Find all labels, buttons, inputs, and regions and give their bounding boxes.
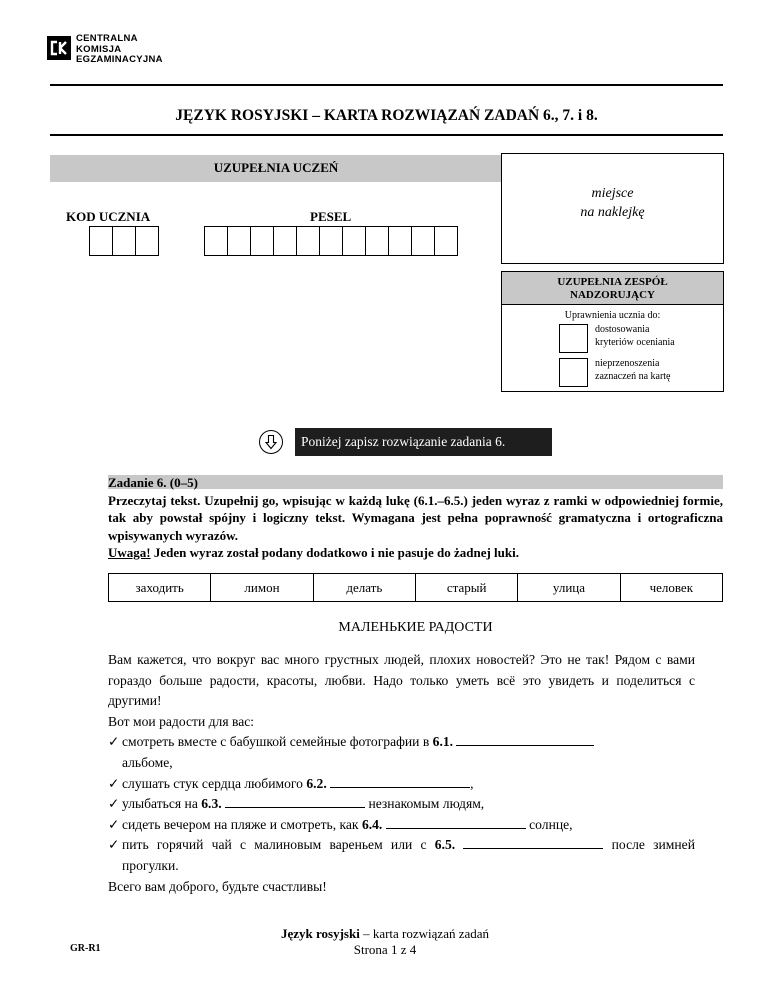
list-item-text [122, 774, 695, 795]
word-box [108, 573, 723, 602]
list-item-text [122, 732, 695, 773]
item-before: смотреть вместе с бабушкой семейные фотографии в [122, 734, 433, 750]
down-arrow-icon [259, 430, 283, 454]
student-code-boxes[interactable] [90, 226, 159, 256]
down-arrow-glyph [260, 431, 282, 453]
student-header-label: UZUPEŁNIA UCZEŃ [213, 160, 339, 175]
note-label: Uwaga! [108, 545, 151, 560]
permission-line: dostosowania [595, 324, 650, 335]
checkmark-icon: ✓ [108, 734, 120, 750]
pesel-digit-box[interactable] [342, 226, 366, 256]
gap-number: 6.3. [201, 796, 222, 812]
logo-text [76, 34, 163, 66]
permission-text [595, 324, 675, 353]
cke-logo [47, 34, 163, 66]
list-item [108, 732, 695, 773]
sticker-area [501, 153, 724, 264]
task-heading: Zadanie 6. (0–5) [108, 475, 198, 490]
gap-6-2-input[interactable] [330, 776, 470, 788]
pesel-label: PESEL [310, 209, 352, 224]
permission-checkbox[interactable] [559, 324, 588, 353]
sticker-line: miejsce [591, 186, 634, 201]
supervisor-header-line: UZUPEŁNIA ZESPÓŁ [557, 276, 668, 288]
word-option: заходить [135, 580, 184, 595]
pesel-digit-box[interactable] [365, 226, 389, 256]
cke-logo-icon [47, 36, 71, 60]
supervisor-header-line: NADZORUJĄCY [570, 289, 655, 301]
checkmark-icon: ✓ [108, 816, 120, 832]
word-option: человек [620, 574, 722, 601]
permission-option [559, 324, 675, 353]
gap-number: 6.1. [432, 734, 454, 750]
sticker-line: na naklejkę [580, 205, 645, 220]
permission-line: kryteriów oceniania [595, 336, 675, 348]
permission-line: zaznaczeń na kartę [595, 370, 671, 382]
top-rule [50, 84, 723, 86]
item-after: , [470, 775, 474, 791]
gap-number: 6.2. [306, 775, 327, 791]
instruction-banner: Poniżej zapisz rozwiązanie zadania 6. [295, 428, 552, 456]
code-digit-box[interactable] [89, 226, 113, 256]
student-code-label: KOD UCZNIA [66, 209, 151, 224]
sticker-text [502, 184, 723, 222]
gap-6-5-input[interactable] [463, 837, 603, 849]
permission-text [595, 358, 671, 387]
item-before: сидеть вечером на пляже и смотреть, как [122, 816, 362, 832]
supervisor-header [502, 272, 723, 305]
word-option: делать [313, 574, 415, 601]
page-number: Strona 1 z 4 [353, 942, 417, 957]
list-item [108, 835, 695, 876]
word-option: улица [517, 574, 619, 601]
pesel-boxes[interactable] [205, 226, 458, 256]
task-instructions [108, 474, 723, 562]
permission-line: nieprzenoszenia [595, 358, 660, 369]
footer-subject-rest: – karta rozwiązań zadań [359, 926, 490, 941]
item-after: солнце, [525, 816, 573, 832]
item-after: незнакомым людям, [365, 796, 485, 812]
code-digit-box[interactable] [112, 226, 136, 256]
word-option: старый [415, 574, 517, 601]
list-item [108, 794, 695, 815]
pesel-digit-box[interactable] [273, 226, 297, 256]
gap-6-3-input[interactable] [225, 796, 365, 808]
item-after: после зимней прогулки. [122, 837, 695, 873]
document-code: GR-R1 [70, 943, 101, 954]
gap-6-4-input[interactable] [386, 817, 526, 829]
task-note [108, 544, 723, 562]
pesel-digit-box[interactable] [250, 226, 274, 256]
word-option: лимон [210, 574, 312, 601]
logo-line: KOMISJA [76, 43, 122, 55]
footer-subject-bold: Język rosyjski [280, 926, 360, 941]
pesel-digit-box[interactable] [388, 226, 412, 256]
note-text: Jeden wyraz został podany dodatkowo i nie pasuje do żadnej luki. [150, 545, 519, 560]
lead-line: Вот мои радости для вас: [108, 713, 255, 729]
checkmark-icon: ✓ [108, 837, 120, 853]
pesel-digit-box[interactable] [296, 226, 320, 256]
item-before: пить горячий чай с малиновым вареньем или с [122, 837, 435, 853]
list-item [108, 774, 695, 795]
permissions-label: Uprawnienia ucznia do: [564, 310, 661, 321]
checkmark-icon: ✓ [108, 775, 120, 791]
footer [160, 926, 610, 958]
list-item-text [122, 815, 695, 836]
pesel-digit-box[interactable] [319, 226, 343, 256]
title-rule [50, 134, 723, 136]
list-item-text [122, 794, 695, 815]
student-header [50, 155, 502, 182]
checkmark-icon: ✓ [108, 796, 120, 812]
gap-number: 6.5. [434, 837, 456, 853]
reading-text [108, 650, 695, 897]
item-before: улыбаться на [122, 796, 202, 812]
intro-paragraph: Вам кажется, что вокруг вас много грустных людей, плохих новостей? Это не так! Рядом с вами гораздо больше радости, красоты, любви. Надо только уметь всё это увидеть и поделиться с другими! [108, 652, 695, 709]
permission-option [559, 358, 671, 387]
footer-subject [160, 926, 610, 942]
logo-line: CENTRALNA [76, 33, 138, 44]
text-title: МАЛЕНЬКИЕ РАДОСТИ [338, 620, 493, 635]
task-instruction: Przeczytaj tekst. Uzupełnij go, wpisując w każdą lukę (6.1.–6.5.) jeden wyraz z ramki w odpowiedniej formie, tak aby powstał spójny i logiczny tekst. Wymagana jest pełna poprawność gramatyczna i ortograficzna wpisywanych wyrazów. [108, 492, 723, 543]
pesel-digit-box[interactable] [204, 226, 228, 256]
closing-line: Всего вам доброго, будьте счастливы! [108, 878, 327, 894]
page-title: JĘZYK ROSYJSKI – KARTA ROZWIĄZAŃ ZADAŃ 6., 7. i 8. [175, 107, 598, 124]
permission-checkbox[interactable] [559, 358, 588, 387]
pesel-digit-box[interactable] [227, 226, 251, 256]
item-after: альбоме, [122, 754, 173, 770]
item-before: слушать стук сердца любимого [122, 775, 307, 791]
code-digit-box[interactable] [135, 226, 159, 256]
logo-line: EGZAMINACYJNA [76, 54, 163, 65]
supervisor-panel [501, 271, 724, 392]
list-item [108, 815, 695, 836]
pesel-digit-box[interactable] [411, 226, 435, 256]
gap-number: 6.4. [361, 816, 383, 832]
pesel-digit-box[interactable] [434, 226, 458, 256]
gap-6-1-input[interactable] [456, 734, 594, 746]
list-item-text [122, 835, 695, 876]
